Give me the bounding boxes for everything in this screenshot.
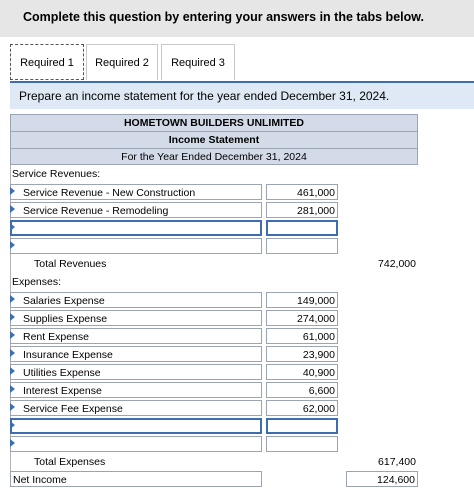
expense-account-field[interactable]: Insurance Expense	[10, 346, 262, 362]
expense-account-field[interactable]: Utilities Expense	[10, 364, 262, 380]
statement-period: For the Year Ended December 31, 2024	[10, 148, 418, 165]
blank-account-field[interactable]	[10, 418, 262, 434]
statement-title: Income Statement	[10, 131, 418, 148]
dropdown-indicator-icon	[10, 403, 15, 411]
revenue-account-field[interactable]: Service Revenue - Remodeling	[10, 202, 262, 218]
tab-required-2[interactable]: Required 2	[86, 44, 158, 80]
table-row	[10, 364, 418, 381]
expense-account-field[interactable]: Interest Expense	[10, 382, 262, 398]
blank-amount-field[interactable]	[266, 418, 338, 434]
expense-account-field[interactable]: Supplies Expense	[10, 310, 262, 326]
total-revenues-row	[10, 256, 418, 273]
table-row	[10, 328, 418, 345]
dropdown-indicator-icon	[10, 331, 15, 339]
expense-amount-field[interactable]: 40,900	[266, 364, 338, 380]
dropdown-indicator-icon	[10, 223, 15, 231]
table-row	[10, 202, 418, 219]
expense-account-field[interactable]: Rent Expense	[10, 328, 262, 344]
dropdown-indicator-icon	[10, 187, 15, 195]
expense-amount-field[interactable]: 23,900	[266, 346, 338, 362]
dropdown-indicator-icon	[10, 295, 15, 303]
revenue-amount-field[interactable]: 281,000	[266, 202, 338, 218]
company-name: HOMETOWN BUILDERS UNLIMITED	[10, 114, 418, 131]
table-row	[10, 292, 418, 309]
prompt-band	[10, 83, 474, 109]
expense-amount-field[interactable]: 149,000	[266, 292, 338, 308]
revenue-amount-field[interactable]: 461,000	[266, 184, 338, 200]
total-revenues-value[interactable]: 742,000	[346, 256, 418, 272]
blank-account-field[interactable]	[10, 436, 262, 452]
table-row	[10, 418, 418, 435]
tab-required-3[interactable]: Required 3	[161, 44, 235, 80]
dropdown-indicator-icon	[10, 349, 15, 357]
prompt-text: Prepare an income statement for the year ended December 31, 2024.	[19, 89, 390, 103]
instructions-banner	[0, 0, 474, 37]
dropdown-indicator-icon	[10, 313, 15, 321]
table-row	[10, 346, 418, 363]
expense-account-field[interactable]: Salaries Expense	[10, 292, 262, 308]
service-revenues-label: Service Revenues:	[12, 168, 101, 180]
revenue-account-field[interactable]: Service Revenue - New Construction	[10, 184, 262, 200]
blank-account-field[interactable]	[10, 220, 262, 236]
net-income-row	[10, 471, 418, 488]
expense-amount-field[interactable]: 6,600	[266, 382, 338, 398]
instructions-text: Complete this question by entering your answers in the tabs below.	[23, 10, 424, 24]
table-row	[10, 382, 418, 399]
net-income-label-field[interactable]: Net Income	[10, 471, 262, 487]
expense-account-field[interactable]: Service Fee Expense	[10, 400, 262, 416]
dropdown-indicator-icon	[10, 385, 15, 393]
tab-required-1[interactable]: Required 1	[10, 44, 84, 80]
dropdown-indicator-icon	[10, 241, 15, 249]
table-row	[10, 436, 418, 453]
blank-amount-field[interactable]	[266, 238, 338, 254]
blank-amount-field[interactable]	[266, 220, 338, 236]
table-row	[10, 184, 418, 201]
expense-amount-field[interactable]: 61,000	[266, 328, 338, 344]
total-expenses-label: Total Expenses	[34, 456, 106, 468]
table-row	[10, 220, 418, 237]
expense-amount-field[interactable]: 62,000	[266, 400, 338, 416]
expense-amount-field[interactable]: 274,000	[266, 310, 338, 326]
dropdown-indicator-icon	[10, 205, 15, 213]
table-row	[10, 238, 418, 255]
total-revenues-label: Total Revenues	[34, 258, 107, 270]
dropdown-indicator-icon	[10, 421, 15, 429]
blank-amount-field[interactable]	[266, 436, 338, 452]
dropdown-indicator-icon	[10, 439, 15, 447]
table-row	[10, 310, 418, 327]
total-expenses-value[interactable]: 617,400	[346, 454, 418, 470]
dropdown-indicator-icon	[10, 367, 15, 375]
total-expenses-row	[10, 454, 418, 471]
net-income-value[interactable]: 124,600	[346, 471, 418, 487]
blank-account-field[interactable]	[10, 238, 262, 254]
expenses-label: Expenses:	[12, 276, 62, 288]
table-row	[10, 400, 418, 417]
